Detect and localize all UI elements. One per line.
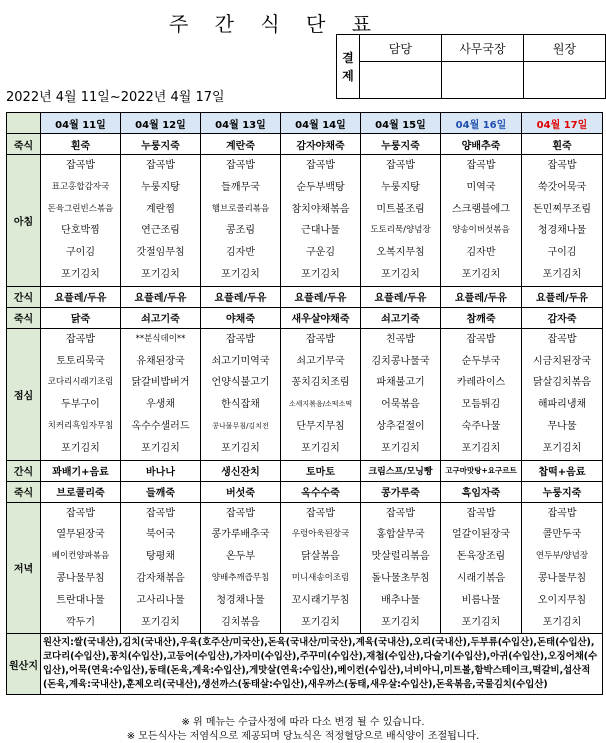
menu-item: 카레라이스 xyxy=(456,377,506,389)
menu-item: 포기김치 xyxy=(141,616,180,628)
menu-item: 포기김치 xyxy=(381,616,420,628)
day-header: 04월 12일 xyxy=(121,113,201,134)
menu-item: 꼬시래기무침 xyxy=(291,594,350,606)
menu-period: 2022년 4월 11일~2022년 4월 17일 xyxy=(6,90,225,105)
menu-item: 누룽지탕 xyxy=(141,181,180,193)
dinner-porridge-cell: 옥수수죽 xyxy=(281,481,361,502)
category-label: 죽식 xyxy=(7,481,41,502)
menu-item: 돈육장조림 xyxy=(456,551,506,563)
lunch-porridge-cell: 야채죽 xyxy=(201,307,281,328)
menu-item: 양송이버섯볶음 xyxy=(452,225,510,236)
menu-item: 치커리흑임자무침 xyxy=(47,420,114,431)
menu-item: 어묵볶음 xyxy=(381,399,420,411)
corner-cell xyxy=(7,113,41,134)
menu-item: 잡곡밥 xyxy=(306,160,335,171)
category-label: 죽식 xyxy=(7,307,41,328)
menu-item: 잡곡밥 xyxy=(146,507,175,519)
menu-item: 숙주나물 xyxy=(461,420,501,432)
lunch-porridge-cell: 감자죽 xyxy=(522,307,603,328)
menu-item: 오이지무침 xyxy=(537,594,587,606)
dinner-day-cell xyxy=(522,502,603,634)
afternoon-snack-cell: 토마토 xyxy=(281,460,361,481)
category-label: 아침 xyxy=(7,155,41,287)
dinner-porridge-cell: 브로콜리죽 xyxy=(41,481,121,502)
menu-item: 잡곡밥 xyxy=(386,160,415,171)
menu-item: 콩나물무침/김치전 xyxy=(212,421,269,430)
menu-item: 시래기볶음 xyxy=(456,572,506,584)
menu-item: 감자채볶음 xyxy=(136,572,185,584)
menu-item: 포기김치 xyxy=(141,442,180,454)
breakfast-day-cell xyxy=(361,155,441,287)
menu-item: 소세지볶음/소떡소떡 xyxy=(288,400,353,409)
menu-item: 잡곡밥 xyxy=(146,160,175,171)
lunch-row xyxy=(7,328,603,460)
breakfast-porridge-cell: 누룽지죽 xyxy=(121,134,201,155)
menu-item: 김자반 xyxy=(466,247,496,259)
menu-item: 잡곡밥 xyxy=(466,507,496,519)
lunch-porridge-cell: 참깨죽 xyxy=(441,307,522,328)
breakfast-day-cell xyxy=(201,155,281,287)
menu-item: 포기김치 xyxy=(61,268,100,280)
menu-item: 토토리묵국 xyxy=(56,355,105,367)
dinner-porridge-cell: 들깨죽 xyxy=(121,481,201,502)
menu-item: 쇠고기무국 xyxy=(296,355,345,367)
menu-item: 포기김치 xyxy=(221,442,260,454)
menu-item: 포기김치 xyxy=(301,442,340,454)
afternoon-snack-cell: 생신잔치 xyxy=(201,460,281,481)
menu-item: 스크램블에그 xyxy=(452,203,510,215)
menu-item: 양배추깨즙무침 xyxy=(211,572,270,583)
category-label: 간식 xyxy=(7,286,41,307)
breakfast-porridge-cell: 계란죽 xyxy=(201,134,281,155)
dinner-porridge-cell: 누룽지죽 xyxy=(522,481,603,502)
notice-low-salt: ※ 모든식사는 저염식으로 제공되며 당뇨식은 적정혈당으로 배식양이 조절됩니다. xyxy=(126,731,480,742)
menu-item: 포기김치 xyxy=(461,442,501,454)
lunch-porridge-cell: 쇠고기죽 xyxy=(361,307,441,328)
lunch-porridge-row xyxy=(7,307,603,328)
lunch-day-cell xyxy=(522,328,603,460)
menu-item: 미니새송이조림 xyxy=(291,572,350,583)
menu-item: 잡곡밥 xyxy=(226,333,255,345)
morning-snack-cell: 요플레/두유 xyxy=(361,286,441,307)
dinner-porridge-row xyxy=(7,481,603,502)
dinner-day-cell xyxy=(281,502,361,634)
breakfast-porridge-cell: 감자야채죽 xyxy=(281,134,361,155)
menu-item: 친곡밥 xyxy=(386,333,415,345)
menu-item: 구이김 xyxy=(66,247,95,259)
morning-snack-cell: 요플레/두유 xyxy=(522,286,603,307)
menu-item: 순두부국 xyxy=(461,355,501,367)
menu-item: 무나물 xyxy=(547,420,577,432)
breakfast-day-cell xyxy=(281,155,361,287)
dinner-day-cell xyxy=(441,502,522,634)
menu-item: 온두부 xyxy=(226,551,255,563)
breakfast-porridge-cell: 양배추죽 xyxy=(441,134,522,155)
origin-row xyxy=(7,634,603,695)
menu-item: 시금치된장국 xyxy=(533,355,591,367)
approval-sign-box xyxy=(523,62,605,99)
menu-item: 포기김치 xyxy=(301,268,340,280)
approval-label: 결 제 xyxy=(337,35,360,99)
menu-item: 참치야채볶음 xyxy=(291,203,350,215)
menu-item: 꽁치김치조림 xyxy=(291,377,350,389)
morning-snack-cell: 요플레/두유 xyxy=(41,286,121,307)
category-label: 점심 xyxy=(7,328,41,460)
lunch-day-cell xyxy=(121,328,201,460)
menu-item: 맛살럴리볶음 xyxy=(371,551,430,563)
menu-item: 콜만두국 xyxy=(542,529,582,541)
menu-item: 유채된장국 xyxy=(136,355,185,367)
menu-item: 탕평채 xyxy=(146,551,175,563)
category-label: 죽식 xyxy=(7,134,41,155)
dinner-day-cell xyxy=(121,502,201,634)
approval-box xyxy=(336,34,606,99)
breakfast-day-cell xyxy=(522,155,603,287)
menu-item: 포기김치 xyxy=(461,268,501,280)
breakfast-day-cell xyxy=(41,155,121,287)
menu-item: 잡곡밥 xyxy=(466,333,496,345)
menu-item: 돈육그린빈스볶음 xyxy=(47,203,114,214)
menu-item: 계란찜 xyxy=(146,203,175,215)
menu-item: 포기김치 xyxy=(461,616,501,628)
day-header-row xyxy=(7,113,603,134)
approval-header-manager: 담당 xyxy=(359,35,441,62)
menu-item: 미트볼조림 xyxy=(376,203,425,215)
lunch-day-cell xyxy=(441,328,522,460)
morning-snack-row xyxy=(7,286,603,307)
menu-item: 옥수수샐러드 xyxy=(131,420,190,432)
morning-snack-cell: 요플레/두유 xyxy=(441,286,522,307)
menu-item: 잡곡밥 xyxy=(466,160,496,171)
menu-item: 열무된장국 xyxy=(56,529,105,541)
menu-item: 누룽지탕 xyxy=(381,181,420,193)
approval-header-office-director: 사무국장 xyxy=(441,35,523,62)
menu-item: 잡곡밥 xyxy=(306,507,335,519)
afternoon-snack-cell: 크림스프/모닝빵 xyxy=(361,460,441,481)
morning-snack-cell: 요플레/두유 xyxy=(121,286,201,307)
menu-item: 베이컨양파볶음 xyxy=(51,551,110,562)
lunch-day-cell xyxy=(361,328,441,460)
menu-item: 근대나물 xyxy=(301,225,340,237)
menu-item: 닭갈비밥버거 xyxy=(131,377,190,389)
menu-item: 북어국 xyxy=(146,529,175,541)
breakfast-porridge-row xyxy=(7,134,603,155)
lunch-porridge-cell: 닭죽 xyxy=(41,307,121,328)
breakfast-row xyxy=(7,155,603,287)
lunch-day-cell xyxy=(41,328,121,460)
menu-item: 잡곡밥 xyxy=(306,333,335,345)
lunch-porridge-cell: 쇠고기죽 xyxy=(121,307,201,328)
menu-item: 단호박찜 xyxy=(61,225,100,237)
menu-item: 단무지무침 xyxy=(296,420,345,432)
menu-item: 갓절임무침 xyxy=(136,247,185,259)
menu-item: 포기김치 xyxy=(542,616,582,628)
approval-header-director: 원장 xyxy=(523,35,605,62)
menu-item: 포기김치 xyxy=(221,268,260,280)
menu-item: 파채불고기 xyxy=(376,377,425,389)
dinner-porridge-cell: 콩가루죽 xyxy=(361,481,441,502)
lunch-day-cell xyxy=(201,328,281,460)
lunch-day-cell xyxy=(281,328,361,460)
day-header: 04월 17일 xyxy=(522,113,603,134)
page-title: 주 간 식 단 표 xyxy=(168,12,382,36)
menu-item: 얼갈이된장국 xyxy=(452,529,510,541)
menu-item: 콩가루배추국 xyxy=(211,529,270,541)
menu-item: 트란대나물 xyxy=(56,594,105,606)
day-header: 04월 13일 xyxy=(201,113,281,134)
menu-item: 닭살김치볶음 xyxy=(533,377,591,389)
menu-item: 두부구이 xyxy=(61,399,100,411)
menu-item: 연두부/양념장 xyxy=(535,551,589,562)
dinner-day-cell xyxy=(41,502,121,634)
breakfast-porridge-cell: 흰죽 xyxy=(41,134,121,155)
menu-item: 포기김치 xyxy=(542,442,582,454)
menu-item: 표고홍합감자국 xyxy=(51,181,110,192)
menu-item: 구운김 xyxy=(306,247,335,259)
menu-item: 잡곡밥 xyxy=(547,333,577,345)
menu-item: 잡곡밥 xyxy=(66,333,95,345)
afternoon-snack-cell: 고구마맛탕+요구르트 xyxy=(441,460,522,481)
dinner-day-cell xyxy=(201,502,281,634)
menu-item: 잡곡밥 xyxy=(226,507,255,519)
menu-item: 포기김치 xyxy=(381,442,420,454)
menu-item: 언양식불고기 xyxy=(211,377,270,389)
afternoon-snack-cell: 찹떡+음료 xyxy=(522,460,603,481)
menu-item: 상추겉절이 xyxy=(376,420,425,432)
menu-item: 구이김 xyxy=(547,247,577,259)
breakfast-day-cell xyxy=(441,155,522,287)
afternoon-snack-cell: 바나나 xyxy=(121,460,201,481)
lunch-porridge-cell: 새우살야채죽 xyxy=(281,307,361,328)
notice-menu-change: ※ 위 메뉴는 수급사정에 따라 다소 변경 될 수 있습니다. xyxy=(181,717,425,728)
menu-item: 잡곡밥 xyxy=(386,507,415,519)
approval-sign-box xyxy=(441,62,523,99)
menu-item: 김자반 xyxy=(226,247,255,259)
menu-item: 콩나물무침 xyxy=(56,572,105,584)
menu-item: 연근조림 xyxy=(141,225,180,237)
menu-item: 순두부백탕 xyxy=(296,181,345,193)
menu-item: 우렁아욱된장국 xyxy=(291,529,350,540)
menu-item: 김치볶음 xyxy=(221,616,260,628)
morning-snack-cell: 요플레/두유 xyxy=(281,286,361,307)
menu-item: 김치콩나물국 xyxy=(371,355,430,367)
menu-item: 해파리냉채 xyxy=(537,399,587,411)
menu-item: 청경채나물 xyxy=(537,225,587,237)
menu-item: 포기김치 xyxy=(301,616,340,628)
breakfast-day-cell xyxy=(121,155,201,287)
day-header: 04월 16일 xyxy=(441,113,522,134)
category-label: 간식 xyxy=(7,460,41,481)
menu-item: 홍합살무국 xyxy=(376,529,425,541)
approval-sign-box xyxy=(359,62,441,99)
afternoon-snack-row xyxy=(7,460,603,481)
menu-item: 잡곡밥 xyxy=(547,160,577,171)
menu-item: **분식데이** xyxy=(135,333,186,344)
day-header: 04월 15일 xyxy=(361,113,441,134)
menu-item: 콩나물무침 xyxy=(537,572,587,584)
day-header: 04월 14일 xyxy=(281,113,361,134)
menu-item: 포기김치 xyxy=(381,268,420,280)
menu-item: 햄브로콜리볶음 xyxy=(211,203,270,214)
afternoon-snack-cell: 꽈배기+음료 xyxy=(41,460,121,481)
menu-item: 오복지무침 xyxy=(376,247,425,259)
day-header: 04월 11일 xyxy=(41,113,121,134)
menu-item: 비름나물 xyxy=(461,594,501,606)
menu-item: 포기김치 xyxy=(141,268,180,280)
origin-info-text: 원산지:쌀(국내산),김치(국내산),우육(호주산/미국산),돈육(국내산/미국산),계육(국내산),오리(국내산),두부류(수입산),돈태(수입산),코다리(수입산),꽁치(수입산),고등어(수입산),가자미(수입산),주꾸미(수입산),재첩(수입산),다슬기(수입산),아귀(수입산),오징어채(수입산),어묵(연육:수입산),동태(돈육,계육:수입산),게맛살(연육:수입산),베이컨(수입산),너비아니,미트볼,함박스테이크,떡갈비,섭산적(돈육,계육:국내산),훈제오리(국내산),생선까스(동태살:수입산),새우까스(동태,새우살:수입산),돈육볶음,국물김치(수입산) xyxy=(41,634,603,695)
menu-item: 모듬튀김 xyxy=(461,399,501,411)
breakfast-porridge-cell: 흰죽 xyxy=(522,134,603,155)
category-label: 원산지 xyxy=(7,634,41,695)
category-label: 저녁 xyxy=(7,502,41,634)
menu-item: 잡곡밥 xyxy=(547,507,577,519)
menu-item: 돌나물초무침 xyxy=(371,572,430,584)
menu-item: 한식잡채 xyxy=(221,399,260,411)
menu-item: 깍두기 xyxy=(66,616,95,628)
dinner-porridge-cell: 버섯죽 xyxy=(201,481,281,502)
menu-item: 코다리시래기조림 xyxy=(47,377,114,388)
dinner-day-cell xyxy=(361,502,441,634)
dinner-row xyxy=(7,502,603,634)
dinner-porridge-cell: 흑임자죽 xyxy=(441,481,522,502)
menu-item: 잡곡밥 xyxy=(66,507,95,519)
breakfast-porridge-cell: 누룽지죽 xyxy=(361,134,441,155)
menu-item: 우생채 xyxy=(146,399,175,411)
weekly-menu-table xyxy=(6,112,603,695)
menu-item: 포기김치 xyxy=(61,442,100,454)
morning-snack-cell: 요플레/두유 xyxy=(201,286,281,307)
menu-item: 도토리묵/양념장 xyxy=(370,225,431,236)
menu-item: 고사리나물 xyxy=(136,594,185,606)
menu-item: 쑥갓어묵국 xyxy=(537,181,587,193)
menu-item: 들깨무국 xyxy=(221,181,260,193)
menu-item: 미역국 xyxy=(466,181,496,193)
menu-item: 쇠고기미역국 xyxy=(211,355,270,367)
menu-item: 포기김치 xyxy=(542,268,582,280)
menu-item: 잡곡밥 xyxy=(66,160,95,171)
menu-item: 잡곡밥 xyxy=(226,160,255,171)
menu-item: 닭살볶음 xyxy=(301,551,340,563)
menu-item: 배추나물 xyxy=(381,594,420,606)
menu-item: 청경채나물 xyxy=(216,594,265,606)
menu-item: 돈민찌무조림 xyxy=(533,203,591,215)
menu-item: 콩조림 xyxy=(226,225,255,237)
